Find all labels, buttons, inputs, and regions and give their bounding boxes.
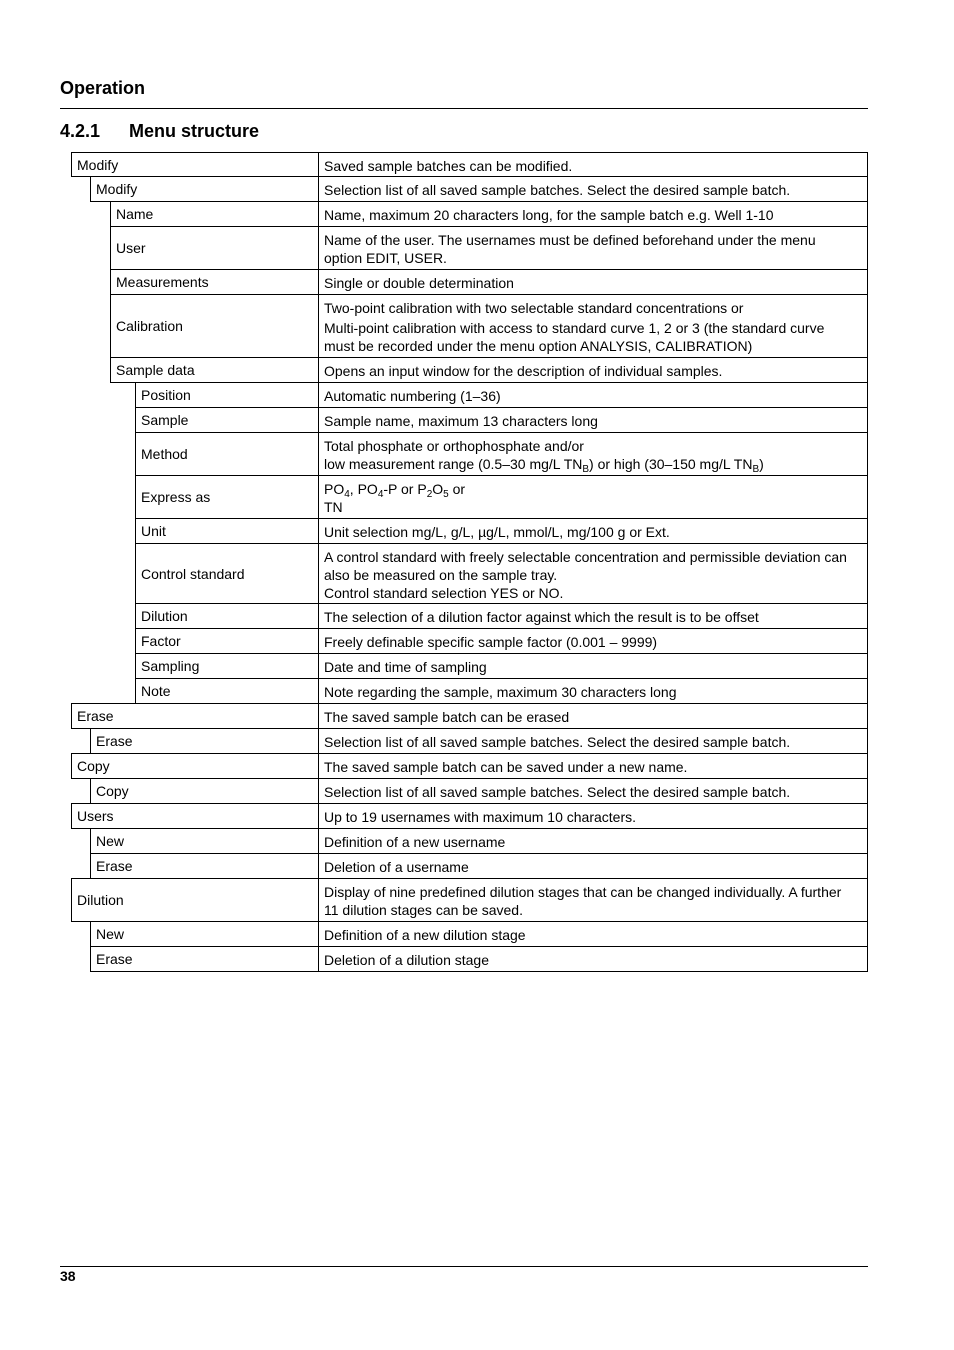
menu-item-description: The saved sample batch can be erased (318, 703, 868, 729)
description-line: Total phosphate or orthophosphate and/or (324, 438, 584, 454)
menu-item-modify: Modify (71, 152, 319, 177)
table-row (71, 295, 868, 358)
table-row (71, 779, 868, 804)
formula-text: O (432, 481, 444, 497)
subscript: 2 (426, 489, 433, 500)
menu-item-note: Note (135, 678, 319, 704)
menu-item-sample-data: Sample data (110, 357, 319, 383)
menu-item-description: Selection list of all saved sample batches. Select the desired sample batch. (318, 778, 868, 804)
table-row (71, 544, 868, 604)
description-line: must be recorded under the menu option ANALYSIS, CALIBRATION) (324, 338, 753, 354)
section-number: 4.2.1 (60, 121, 101, 141)
menu-item-dilution-erase: Erase (90, 946, 319, 972)
table-row (71, 476, 868, 519)
menu-item-description: The selection of a dilution factor against which the result is to be offset (318, 603, 868, 629)
menu-structure-table (71, 152, 868, 972)
table-row (71, 829, 868, 854)
formula-text: PO (324, 481, 345, 497)
description-line: TN (324, 499, 343, 515)
chapter-title: Operation (60, 78, 146, 98)
menu-item-dilution: Dilution (135, 603, 319, 629)
menu-item-user: User (110, 226, 319, 270)
menu-item-erase: Erase (71, 703, 319, 729)
menu-item-copy-sub: Copy (90, 778, 319, 804)
menu-item-calibration: Calibration (110, 294, 319, 358)
table-row (71, 679, 868, 704)
description-line: also be measured on the sample tray. (324, 567, 558, 583)
menu-item-dilution-new: New (90, 921, 319, 947)
subscript: B (752, 464, 760, 475)
description-line: Multi-point calibration with access to standard curve 1, 2 or 3 (the standard curve (324, 320, 825, 336)
menu-item-unit: Unit (135, 518, 319, 544)
description-line: Control standard selection YES or NO. (324, 585, 564, 601)
table-row (71, 804, 868, 829)
menu-item-position: Position (135, 382, 319, 408)
menu-item-dilution-top: Dilution (71, 878, 319, 922)
menu-item-description: Selection list of all saved sample batches. Select the desired sample batch. (318, 176, 868, 202)
description-line: Two-point calibration with two selectable standard concentrations or (324, 300, 744, 316)
table-row (71, 383, 868, 408)
menu-item-description: Unit selection mg/L, g/L, µg/L, mmol/L, mg/100 g or Ext. (318, 518, 868, 544)
table-row (71, 704, 868, 729)
menu-item-description: Deletion of a username (318, 853, 868, 879)
formula-text: , PO (349, 481, 378, 497)
menu-item-measurements: Measurements (110, 269, 319, 295)
menu-item-description (318, 226, 868, 270)
menu-item-sampling: Sampling (135, 653, 319, 679)
menu-item-modify-sub: Modify (90, 176, 319, 202)
menu-item-description: Single or double determination (318, 269, 868, 295)
menu-item-description: Opens an input window for the description of individual samples. (318, 357, 868, 383)
table-row (71, 629, 868, 654)
menu-item-description (318, 878, 868, 922)
menu-item-description (318, 543, 868, 604)
menu-item-description: Freely definable specific sample factor (0.001 – 9999) (318, 628, 868, 654)
menu-item-description: Up to 19 usernames with maximum 10 characters. (318, 803, 868, 829)
menu-item-users-new: New (90, 828, 319, 854)
description-line: A control standard with freely selectable concentration and permissible deviation can (324, 549, 847, 565)
menu-item-factor: Factor (135, 628, 319, 654)
menu-item-description: The saved sample batch can be saved under a new name. (318, 753, 868, 779)
table-row (71, 922, 868, 947)
description-line: 11 dilution stages can be saved. (324, 902, 523, 918)
table-row (71, 227, 868, 270)
table-row (71, 358, 868, 383)
description-line: Name of the user. The usernames must be defined beforehand under the menu (324, 232, 816, 248)
menu-item-description: Name, maximum 20 characters long, for the sample batch e.g. Well 1-10 (318, 201, 868, 227)
table-row (71, 433, 868, 476)
subscript: B (582, 464, 590, 475)
menu-item-description (318, 475, 868, 519)
menu-item-control-standard: Control standard (135, 543, 319, 604)
menu-item-description: Note regarding the sample, maximum 30 characters long (318, 678, 868, 704)
menu-item-erase-sub: Erase (90, 728, 319, 754)
table-row (71, 654, 868, 679)
menu-item-description: Definition of a new dilution stage (318, 921, 868, 947)
menu-item-description: Sample name, maximum 13 characters long (318, 407, 868, 433)
formula-line (324, 480, 862, 498)
description-line: option EDIT, USER. (324, 250, 447, 266)
footer-divider (60, 1266, 868, 1267)
formula-text: -P or P (383, 481, 427, 497)
menu-item-users-erase: Erase (90, 853, 319, 879)
menu-item-description: Automatic numbering (1–36) (318, 382, 868, 408)
formula-text: or (448, 481, 466, 497)
table-row (71, 202, 868, 227)
section-heading (60, 121, 259, 142)
table-row (71, 519, 868, 544)
menu-item-description (318, 294, 868, 358)
table-row (71, 604, 868, 629)
table-row (71, 879, 868, 922)
table-row (71, 408, 868, 433)
table-row (71, 754, 868, 779)
table-row (71, 270, 868, 295)
menu-item-users: Users (71, 803, 319, 829)
subscript: 4 (344, 489, 350, 500)
menu-item-method: Method (135, 432, 319, 476)
method-text: low measurement range (0.5–30 mg/L TN (324, 456, 583, 472)
table-row (71, 152, 868, 177)
subscript: 4 (377, 489, 384, 500)
table-row (71, 947, 868, 972)
description-line (324, 455, 862, 473)
method-text: ) (759, 456, 764, 472)
method-text: ) or high (30–150 mg/L TN (589, 456, 753, 472)
menu-item-description: Deletion of a dilution stage (318, 946, 868, 972)
page-number: 38 (60, 1268, 76, 1284)
menu-item-copy: Copy (71, 753, 319, 779)
description-line: Display of nine predefined dilution stages that can be changed individually. A further (324, 884, 842, 900)
menu-item-express-as: Express as (135, 475, 319, 519)
menu-item-description: Selection list of all saved sample batches. Select the desired sample batch. (318, 728, 868, 754)
menu-item-description: Saved sample batches can be modified. (318, 152, 868, 177)
menu-item-description (318, 432, 868, 476)
table-row (71, 854, 868, 879)
menu-item-name: Name (110, 201, 319, 227)
menu-item-description: Definition of a new username (318, 828, 868, 854)
table-row (71, 177, 868, 202)
menu-item-sample: Sample (135, 407, 319, 433)
subscript: 5 (443, 489, 449, 500)
menu-item-description: Date and time of sampling (318, 653, 868, 679)
section-title: Menu structure (129, 121, 260, 141)
table-row (71, 729, 868, 754)
header-divider (60, 108, 868, 109)
